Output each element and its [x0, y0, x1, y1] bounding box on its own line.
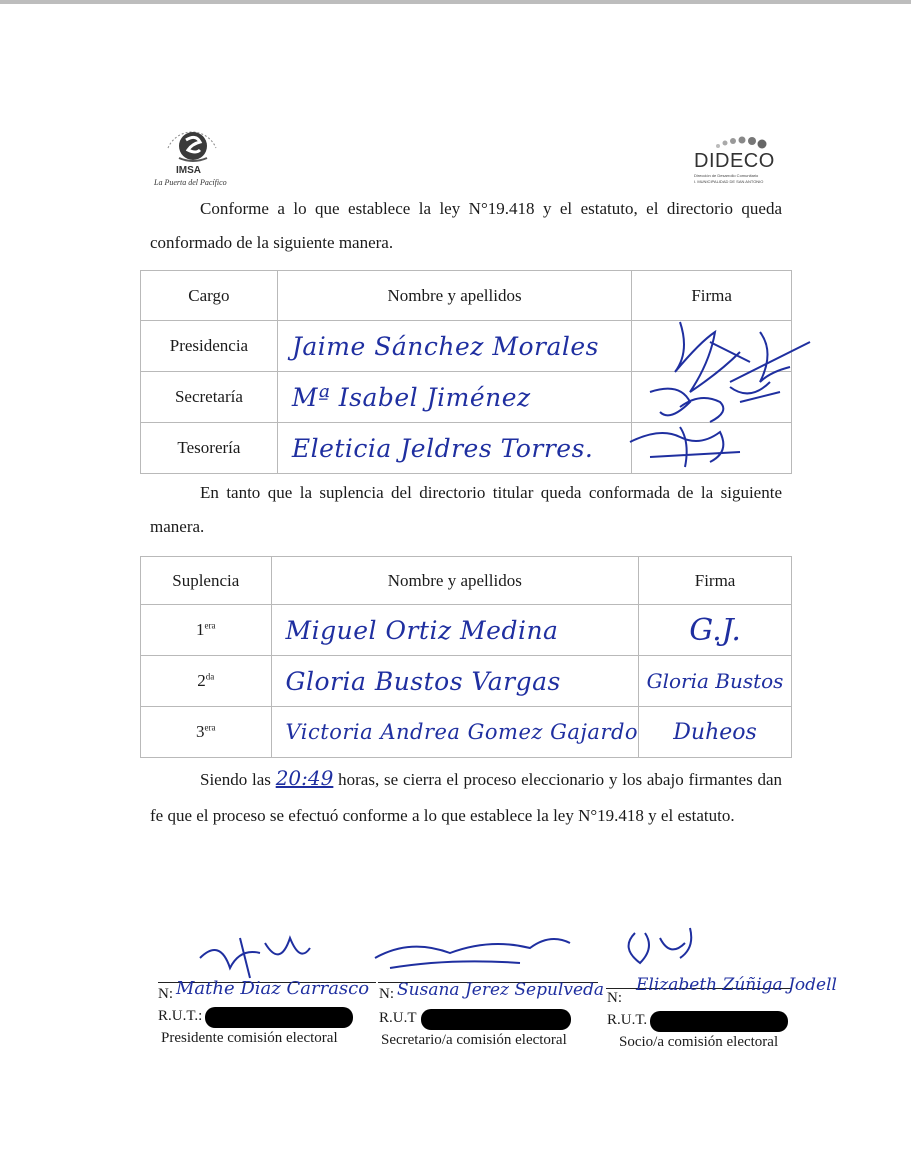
- sig3-rut-label: R.U.T.: [607, 1012, 648, 1028]
- sig3-role: Socio/a comisión electoral: [619, 1034, 779, 1050]
- redacted-rut: [650, 1011, 788, 1032]
- sig3-name-label: N:: [607, 990, 622, 1006]
- sig1-role: Presidente comisión electoral: [161, 1030, 338, 1046]
- sig2-rut-label: R.U.T: [379, 1010, 417, 1026]
- ordinal-number: 1: [196, 620, 205, 639]
- dideco-sub2: I. MUNICIPALIDAD DE SAN ANTONIO: [694, 179, 764, 184]
- sig1-name: Mathe Diaz Carrasco: [176, 978, 370, 999]
- suplencia-paragraph: En tanto que la suplencia del directorio titular queda conformada de la siguiente manera.: [150, 483, 782, 536]
- col-header-nombre: Nombre y apellidos: [271, 557, 639, 605]
- ordinal-suffix: era: [204, 722, 216, 733]
- redacted-rut: [421, 1009, 571, 1030]
- col-header-nombre: Nombre y apellidos: [277, 271, 631, 321]
- redacted-rut: [205, 1007, 353, 1028]
- sig1-name-label: N:: [158, 986, 173, 1002]
- col-header-firma: Firma: [632, 271, 792, 321]
- ordinal-cell: [141, 605, 272, 656]
- dideco-sub1: Dirección de Desarrollo Comunitario: [694, 173, 759, 178]
- signature-cell: G.J.: [639, 605, 792, 656]
- name-cell: Jaime Sánchez Morales: [277, 321, 631, 372]
- signature-cell: Duheos: [639, 707, 792, 758]
- table-row: [141, 605, 792, 656]
- name-cell: Gloria Bustos Vargas: [271, 656, 639, 707]
- ordinal-suffix: da: [205, 671, 215, 682]
- imsa-logo: [148, 118, 238, 190]
- closing-paragraph: [150, 760, 782, 834]
- closing-time: 20:49: [275, 766, 334, 790]
- sig2-role: Secretario/a comisión electoral: [381, 1032, 567, 1048]
- imsa-name: IMSA: [176, 165, 201, 176]
- intro-paragraph: Conforme a lo que establece la ley N°19.418 y el estatuto, el directorio queda conformado de la siguiente manera.: [150, 199, 782, 252]
- table-row: [141, 656, 792, 707]
- closing-after: horas, se cierra el proceso eleccionario y los abajo firmantes dan fe que el proceso se efectuó conforme a lo que establece la ley N°19.418 y el estatuto.: [150, 770, 783, 825]
- ordinal-cell: [141, 707, 272, 758]
- col-header-firma: Firma: [639, 557, 792, 605]
- name-cell: Victoria Andrea Gomez Gajardo: [271, 707, 639, 758]
- col-header-suplencia: Suplencia: [141, 557, 272, 605]
- name-cell: Mª Isabel Jiménez: [277, 372, 631, 423]
- scan-top-edge: [0, 0, 911, 4]
- role-cell: Tesorería: [141, 423, 278, 474]
- col-header-cargo: Cargo: [141, 271, 278, 321]
- role-cell: Secretaría: [141, 372, 278, 423]
- name-cell: Miguel Ortiz Medina: [271, 605, 639, 656]
- ordinal-suffix: era: [204, 620, 216, 631]
- suplencia-table: [140, 556, 792, 758]
- table-header-row: [141, 557, 792, 605]
- imsa-tagline: La Puerta del Pacífico: [154, 178, 227, 187]
- role-cell: Presidencia: [141, 321, 278, 372]
- dideco-name: DIDECO: [694, 150, 775, 172]
- sig1-rut-label: R.U.T.:: [158, 1008, 203, 1024]
- ordinal-number: 3: [196, 722, 205, 741]
- sig2-name-label: N:: [379, 986, 394, 1002]
- dideco-logo: [694, 132, 784, 188]
- sig2-name: Susana Jerez Sepulveda: [397, 980, 605, 1000]
- signature-cell: Gloria Bustos: [639, 656, 792, 707]
- table-row: [141, 707, 792, 758]
- directorio-signatures-drawing: [620, 312, 820, 482]
- closing-before: Siendo las: [200, 770, 271, 789]
- ordinal-number: 2: [197, 671, 206, 690]
- sig3-name: Elizabeth Zúñiga Jodell: [636, 975, 837, 995]
- name-cell: Eleticia Jeldres Torres.: [277, 423, 631, 474]
- ordinal-cell: [141, 656, 272, 707]
